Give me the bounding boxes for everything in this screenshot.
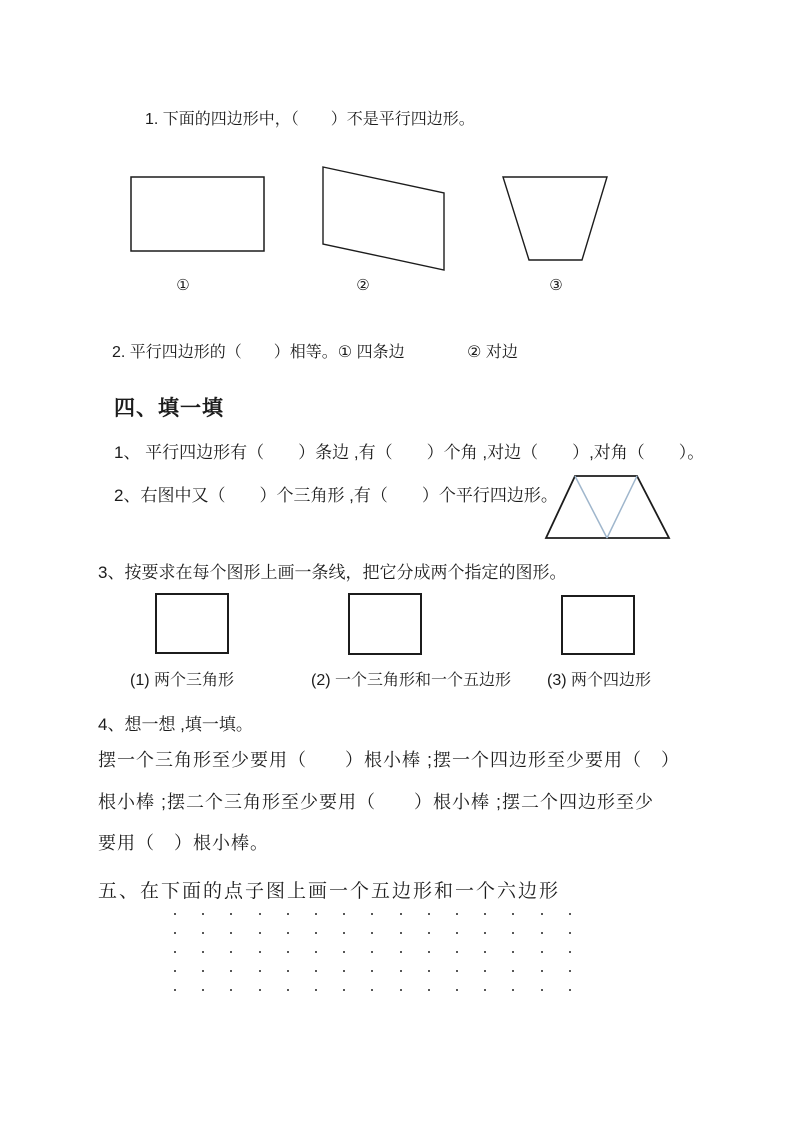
grid-dot xyxy=(315,951,317,953)
question-2-text: 2. 平行四边形的（ ）相等。① 四条边 xyxy=(112,344,405,361)
grid-dot xyxy=(400,913,402,915)
grid-dot xyxy=(174,913,176,915)
grid-dot xyxy=(569,989,571,991)
grid-dot xyxy=(512,913,514,915)
grid-dot xyxy=(202,970,204,972)
grid-dot xyxy=(174,970,176,972)
grid-dot xyxy=(569,951,571,953)
grid-dot xyxy=(569,932,571,934)
grid-dot xyxy=(484,970,486,972)
grid-dot xyxy=(287,913,289,915)
grid-dot xyxy=(512,989,514,991)
grid-dot xyxy=(343,970,345,972)
grid-dot xyxy=(259,970,261,972)
grid-dot xyxy=(541,989,543,991)
section-5-title: 五、在下面的点子图上画一个五边形和一个六边形 xyxy=(98,881,561,902)
section-4-item-4: 4、想一想 ,填一填。 xyxy=(98,715,253,734)
caption-two-triangles: (1) 两个三角形 xyxy=(130,672,235,689)
grid-dot xyxy=(371,989,373,991)
grid-dot xyxy=(230,913,232,915)
grid-dot xyxy=(259,989,261,991)
grid-dot xyxy=(484,932,486,934)
grid-dot xyxy=(541,913,543,915)
grid-dot xyxy=(174,951,176,953)
grid-dot xyxy=(230,951,232,953)
grid-dot xyxy=(484,989,486,991)
grid-dot xyxy=(428,970,430,972)
grid-dot xyxy=(428,913,430,915)
grid-dot xyxy=(202,913,204,915)
grid-dot xyxy=(371,951,373,953)
grid-dot xyxy=(259,951,261,953)
grid-dot xyxy=(428,951,430,953)
grid-dot xyxy=(315,913,317,915)
grid-dot xyxy=(315,932,317,934)
grid-dot xyxy=(541,970,543,972)
trapezoid-shape xyxy=(503,177,607,260)
grid-dot xyxy=(512,932,514,934)
figure-blue-line-right xyxy=(607,476,637,538)
question-2-line xyxy=(112,339,518,362)
grid-dot xyxy=(230,989,232,991)
shape-label-3: ③ xyxy=(549,277,563,294)
grid-dot xyxy=(202,951,204,953)
grid-dot xyxy=(541,951,543,953)
grid-dot xyxy=(174,932,176,934)
caption-two-quadrilaterals: (3) 两个四边形 xyxy=(547,672,652,689)
grid-dot xyxy=(371,913,373,915)
rectangle-shape xyxy=(131,177,264,251)
grid-dot xyxy=(484,951,486,953)
grid-dot xyxy=(287,932,289,934)
section-4-item-3: 3、按要求在每个图形上画一条线，把它分成两个指定的图形。 xyxy=(98,563,567,582)
grid-dot xyxy=(569,913,571,915)
grid-dot xyxy=(400,951,402,953)
grid-dot xyxy=(287,989,289,991)
grid-dot xyxy=(343,989,345,991)
grid-dot xyxy=(287,951,289,953)
parallelogram-shape xyxy=(323,167,444,270)
figure-blue-line-left xyxy=(575,476,607,538)
grid-dot xyxy=(315,989,317,991)
grid-dot xyxy=(371,932,373,934)
grid-dot xyxy=(230,932,232,934)
dot-grid xyxy=(174,913,574,993)
grid-dot xyxy=(569,970,571,972)
grid-dot xyxy=(512,970,514,972)
grid-dot xyxy=(400,932,402,934)
grid-dot xyxy=(259,913,261,915)
grid-dot xyxy=(456,932,458,934)
grid-dot xyxy=(315,970,317,972)
grid-dot xyxy=(174,989,176,991)
shape-label-2: ② xyxy=(356,277,370,294)
grid-dot xyxy=(484,913,486,915)
caption-triangle-and-pentagon: (2) 一个三角形和一个五边形 xyxy=(311,672,512,689)
trapezoid-with-triangles-figure xyxy=(546,476,669,538)
grid-dot xyxy=(456,951,458,953)
grid-dot xyxy=(202,932,204,934)
question-2-option-2: ② 对边 xyxy=(467,344,518,361)
divide-square-2 xyxy=(349,594,421,654)
grid-dot xyxy=(428,932,430,934)
grid-dot xyxy=(343,932,345,934)
section-4-item-1: 1、 平行四边形有（ ）条边 ,有（ ）个角 ,对边（ ）,对角（ ）。 xyxy=(114,443,705,462)
divide-square-3 xyxy=(562,596,634,654)
grid-dot xyxy=(428,989,430,991)
grid-dot xyxy=(456,913,458,915)
grid-dot xyxy=(230,970,232,972)
grid-dot xyxy=(512,951,514,953)
item-4-line-2: 根小棒 ;摆二个三角形至少要用（ ）根小棒 ;摆二个四边形至少 xyxy=(98,792,655,812)
grid-dot xyxy=(456,970,458,972)
grid-dot xyxy=(456,989,458,991)
figure-trapezoid-outline xyxy=(546,476,669,538)
grid-dot xyxy=(400,970,402,972)
section-4-item-2: 2、右图中又（ ）个三角形 ,有（ ）个平行四边形。 xyxy=(114,486,558,505)
divide-square-1 xyxy=(156,594,228,653)
grid-dot xyxy=(400,989,402,991)
item-4-line-1: 摆一个三角形至少要用（ ）根小棒 ;摆一个四边形至少要用（ ） xyxy=(98,750,680,770)
grid-dot xyxy=(343,913,345,915)
grid-dot xyxy=(202,989,204,991)
grid-dot xyxy=(259,932,261,934)
grid-dot xyxy=(541,932,543,934)
section-4-title: 四、填一填 xyxy=(114,397,224,420)
shape-label-1: ① xyxy=(176,277,190,294)
grid-dot xyxy=(287,970,289,972)
grid-dot xyxy=(371,970,373,972)
grid-dot xyxy=(343,951,345,953)
item-4-line-3: 要用（ ）根小棒。 xyxy=(98,833,269,853)
question-1-text: 1. 下面的四边形中，（ ）不是平行四边形。 xyxy=(145,111,475,128)
